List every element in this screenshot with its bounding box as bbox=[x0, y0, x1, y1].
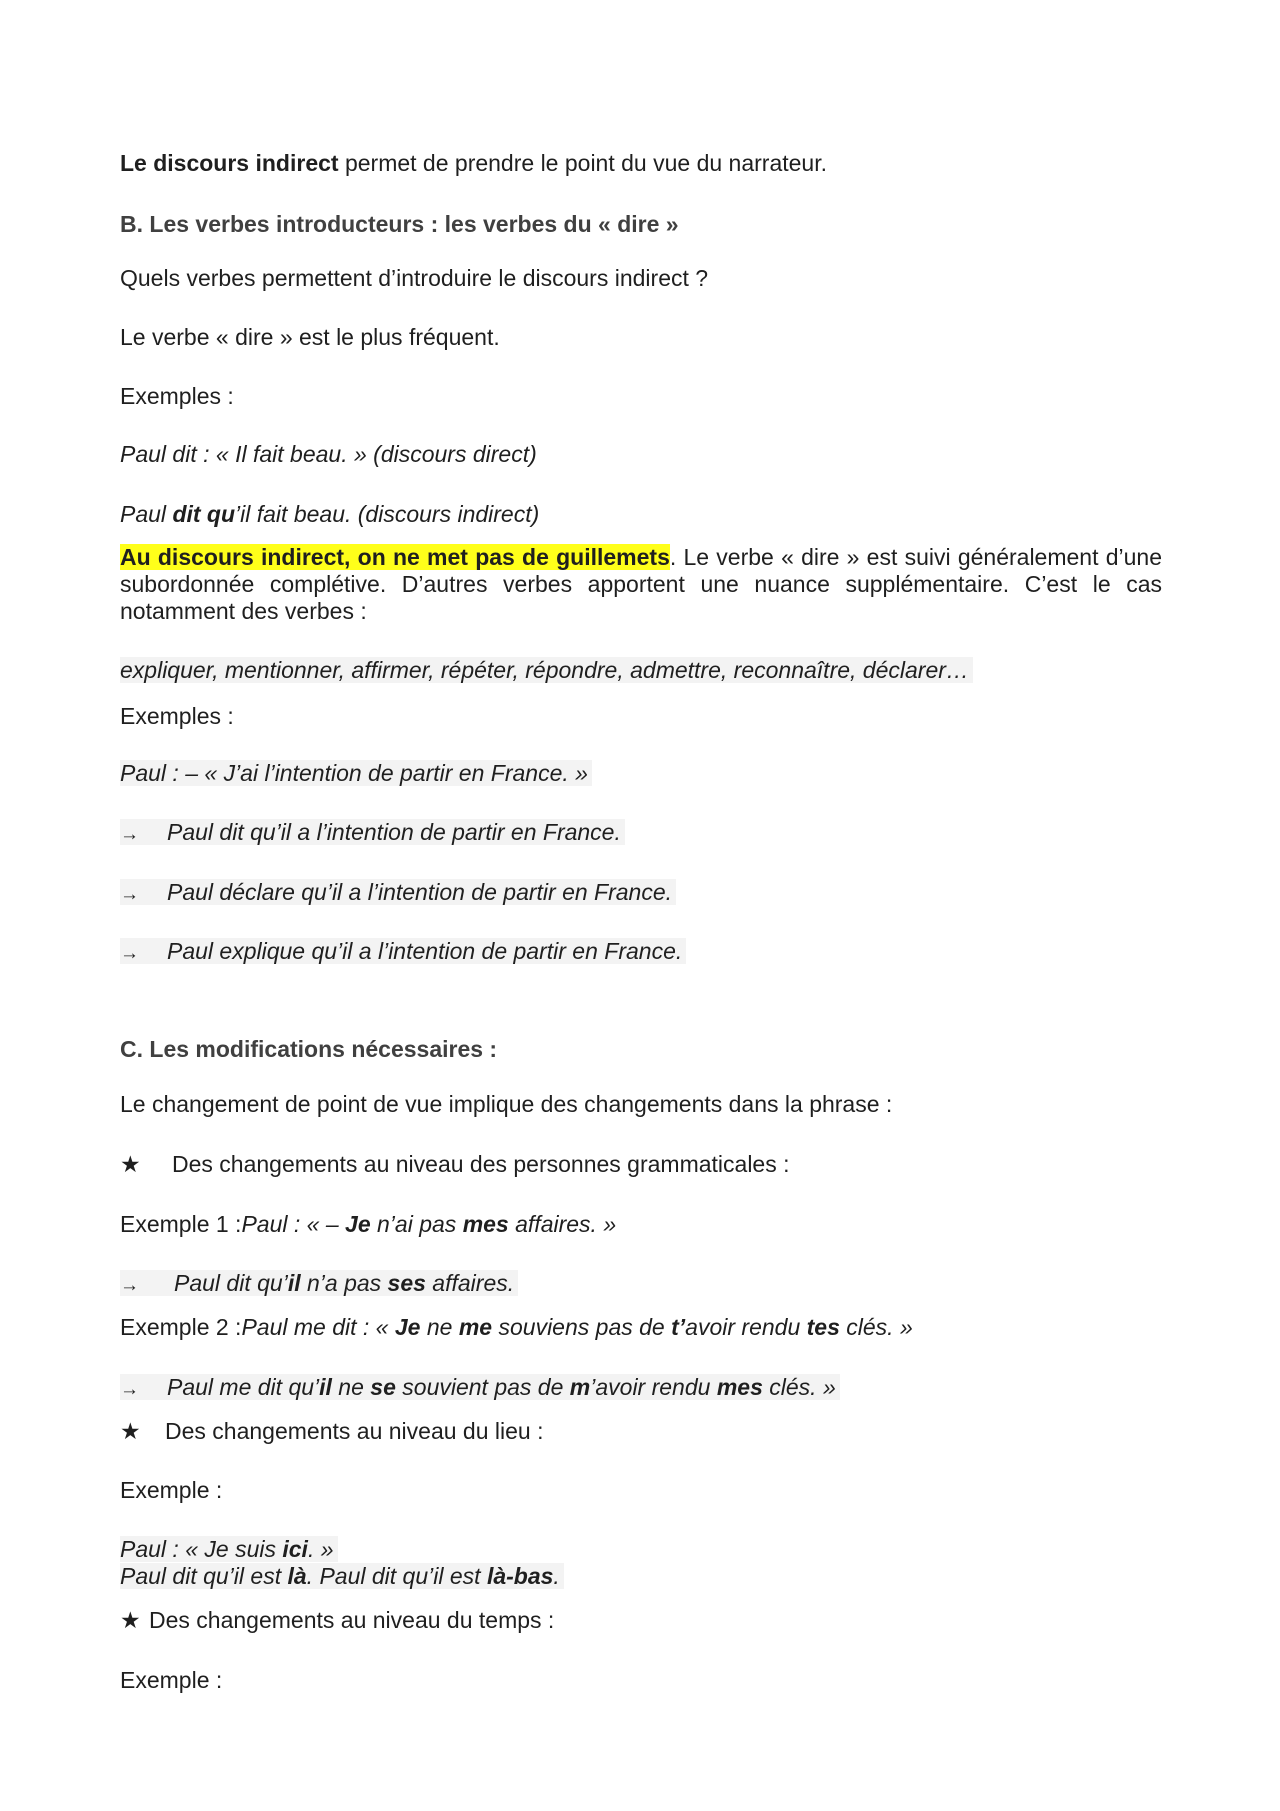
arrow-icon: → bbox=[120, 943, 139, 964]
example-indirect-part: Paul bbox=[120, 501, 173, 527]
example-result-3 bbox=[120, 937, 686, 968]
example-result-text: Paul déclare qu’il a l’intention de partir en France. bbox=[167, 879, 673, 905]
example-quote-text: Paul : – « J’ai l’intention de partir en France. » bbox=[120, 760, 592, 786]
example-result-text: Paul explique qu’il a l’intention de partir en France. bbox=[167, 938, 683, 964]
star-icon: ★ bbox=[120, 1418, 141, 1444]
bullet-time bbox=[120, 1606, 554, 1634]
arrow-icon: → bbox=[120, 1275, 139, 1296]
examples-label-2: Exemples : bbox=[120, 703, 234, 729]
example-label-3: Exemple : bbox=[120, 1477, 223, 1503]
bullet-text: Des changements au niveau des personnes grammaticales : bbox=[172, 1151, 790, 1177]
verb-list-text: expliquer, mentionner, affirmer, répéter, répondre, admettre, reconnaître, déclarer… bbox=[120, 657, 973, 683]
bullet-text: Des changements au niveau du temps : bbox=[149, 1607, 555, 1633]
rule-text: . Le verbe « dire » est suivi généralement d’une subordonnée complétive. D’autres verbes apportent une nuance supplémentaire. C’est le cas notamment des verbes : bbox=[120, 544, 1162, 624]
question-line: Quels verbes permettent d’introduire le discours indirect ? bbox=[120, 265, 709, 291]
change-intro-line: Le changement de point de vue implique des changements dans la phrase : bbox=[120, 1091, 893, 1117]
examples-label-1: Exemples : bbox=[120, 383, 234, 409]
star-icon: ★ bbox=[120, 1151, 141, 1177]
heading-c: C. Les modifications nécessaires : bbox=[120, 1036, 498, 1062]
place-example-quote: Paul : « Je suis ici. » bbox=[120, 1535, 338, 1563]
example-quote bbox=[120, 759, 592, 787]
example-label: Exemple 1 : bbox=[120, 1211, 242, 1237]
dire-frequent-line: Le verbe « dire » est le plus fréquent. bbox=[120, 324, 500, 350]
intro-term: Le discours indirect bbox=[120, 150, 339, 176]
arrow-icon: → bbox=[120, 1379, 139, 1400]
bullet-place bbox=[120, 1417, 543, 1445]
highlighted-rule: Au discours indirect, on ne met pas de guillemets bbox=[120, 544, 670, 570]
example-result-text: Paul dit qu’il a l’intention de partir en France. bbox=[167, 819, 621, 845]
example-indirect bbox=[120, 500, 539, 528]
bullet-text: Des changements au niveau du lieu : bbox=[165, 1418, 544, 1444]
example-direct: Paul dit : « Il fait beau. » (discours direct) bbox=[120, 441, 537, 467]
example-2: Exemple 2 :Paul me dit : « Je ne me souviens pas de t’avoir rendu tes clés. » bbox=[120, 1314, 913, 1340]
verb-list bbox=[120, 656, 973, 684]
rule-paragraph bbox=[120, 544, 1162, 625]
example-result-1 bbox=[120, 818, 625, 849]
example-indirect-part: ’il fait beau. (discours indirect) bbox=[235, 501, 540, 527]
star-icon: ★ bbox=[120, 1607, 141, 1633]
place-example-result: Paul dit qu’il est là. Paul dit qu’il est là-bas. bbox=[120, 1562, 564, 1590]
arrow-icon: → bbox=[120, 824, 139, 845]
example-result-2 bbox=[120, 878, 676, 909]
arrow-icon: → bbox=[120, 884, 139, 905]
example-1-result: → Paul dit qu’il n’a pas ses affaires. bbox=[120, 1269, 518, 1300]
intro-line bbox=[120, 149, 827, 177]
bullet-persons bbox=[120, 1150, 790, 1178]
intro-text: permet de prendre le point du vue du narrateur. bbox=[338, 150, 827, 176]
example-2-result: → Paul me dit qu’il ne se souvient pas de m’avoir rendu mes clés. » bbox=[120, 1373, 840, 1404]
example-1: Exemple 1 :Paul : « – Je n’ai pas mes affaires. » bbox=[120, 1211, 617, 1237]
example-indirect-bold: dit qu bbox=[172, 501, 236, 527]
example-label-4: Exemple : bbox=[120, 1667, 223, 1693]
heading-b: B. Les verbes introducteurs : les verbes du « dire » bbox=[120, 211, 679, 237]
example-label: Exemple 2 : bbox=[120, 1314, 242, 1340]
